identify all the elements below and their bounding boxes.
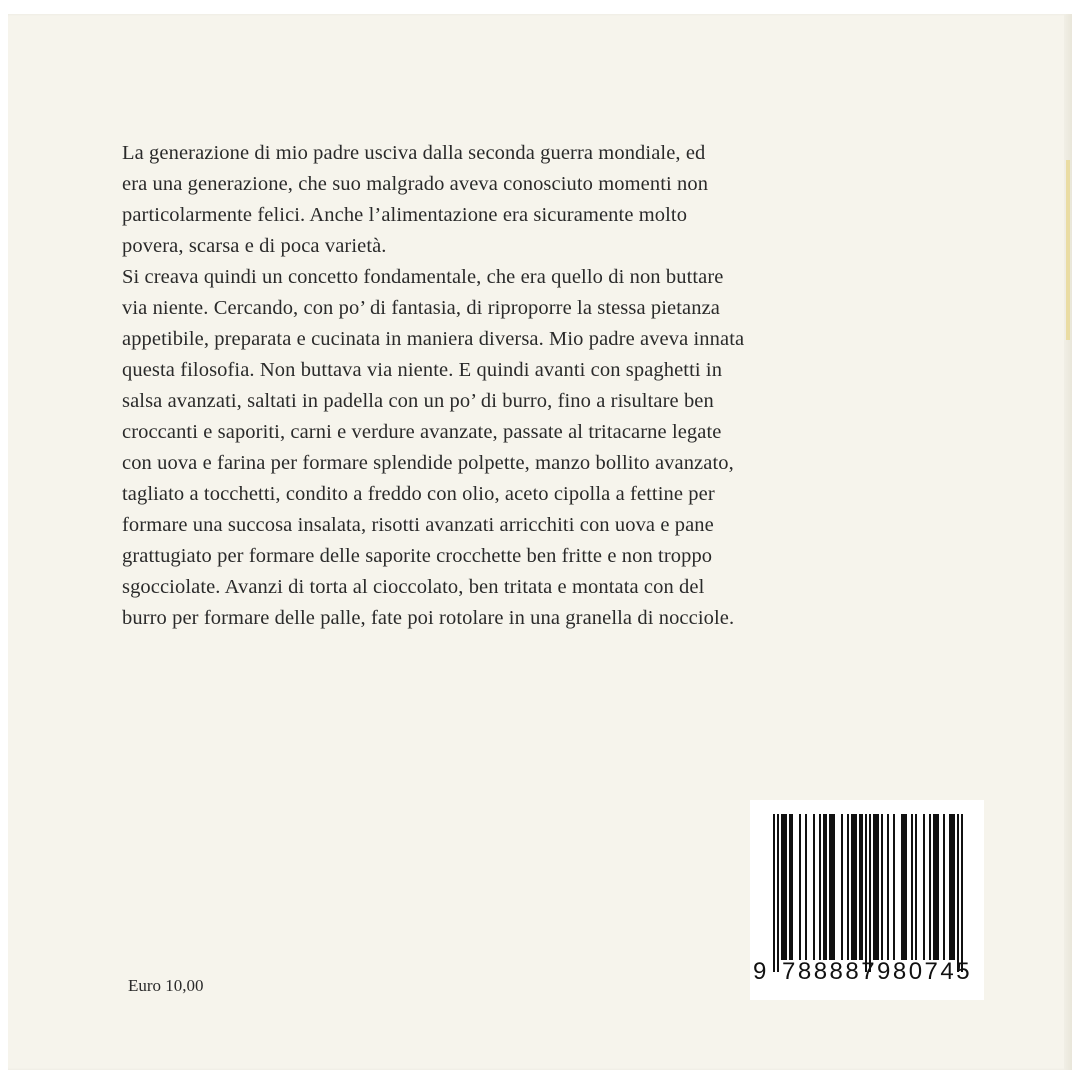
barcode-bar <box>829 814 831 960</box>
barcode-bar <box>875 814 877 960</box>
blurb-line: povera, scarsa e di poca varietà. <box>122 235 387 257</box>
blurb-line: grattugiato per formare delle saporite crocchette ben fritte e non troppo <box>122 545 713 567</box>
barcode-bar <box>943 814 945 960</box>
barcode-bar <box>825 814 827 960</box>
blurb-line: questa filosofia. Non buttava via niente. E quindi avanti con spaghetti in <box>122 359 723 381</box>
barcode-bar <box>799 814 801 960</box>
barcode-bar <box>823 814 825 960</box>
blurb-line: croccanti e saporiti, carni e verdure avanzate, passate al tritacarne legate <box>122 421 722 443</box>
barcode-bar <box>831 814 833 960</box>
barcode-bar <box>869 814 871 972</box>
barcode-bar <box>911 814 913 960</box>
barcode-bar <box>783 814 785 960</box>
barcode-bar <box>773 814 775 972</box>
blurb-text <box>122 138 852 634</box>
barcode-bar <box>841 814 843 960</box>
price-label: Euro 10,00 <box>128 976 204 995</box>
barcode-bar <box>901 814 903 960</box>
blurb-line: via niente. Cercando, con po’ di fantasia, di riproporre la stessa pietanza <box>122 297 720 319</box>
barcode-bar <box>813 814 815 960</box>
barcode-bar <box>893 814 895 960</box>
blurb-line: particolarmente felici. Anche l’alimentazione era sicuramente molto <box>122 204 688 226</box>
blurb-line: era una generazione, che suo malgrado aveva conosciuto momenti non <box>122 173 709 195</box>
barcode-bar <box>847 814 849 960</box>
barcode-bar <box>949 814 951 960</box>
barcode-bar <box>887 814 889 960</box>
isbn-barcode <box>750 800 984 1000</box>
barcode-bar <box>933 814 935 960</box>
barcode-bar <box>791 814 793 960</box>
barcode-bar <box>785 814 787 960</box>
barcode-bar <box>819 814 821 960</box>
barcode-bar <box>777 814 779 972</box>
barcode-bar <box>953 814 955 960</box>
barcode-bars-graphic <box>770 814 966 974</box>
blurb-line: Si creava quindi un concetto fondamentale, che era quello di non buttare <box>122 266 724 288</box>
barcode-bar <box>905 814 907 960</box>
barcode-bar <box>865 814 867 972</box>
barcode-right-group: 980745 <box>877 958 973 985</box>
blurb-line: La generazione di mio padre usciva dalla seconda guerra mondiale, ed <box>122 142 706 164</box>
book-back-cover <box>8 14 1072 1070</box>
barcode-bar <box>915 814 917 960</box>
blurb-line: salsa avanzati, saltati in padella con un po’ di burro, fino a risultare ben <box>122 390 714 412</box>
blurb-line: formare una succosa insalata, risotti avanzati arricchiti con uova e pane <box>122 514 714 536</box>
barcode-bar <box>923 814 925 960</box>
barcode-bar <box>929 814 931 960</box>
barcode-bar <box>855 814 857 960</box>
spine-accent-stripe <box>1066 160 1070 340</box>
blurb-line: sgocciolate. Avanzi di torta al cioccolato, ben tritata e montata con del <box>122 576 705 598</box>
barcode-bar <box>951 814 953 960</box>
blurb-line: tagliato a tocchetti, condito a freddo con olio, aceto cipolla a fettine per <box>122 483 715 505</box>
blurb-line: con uova e farina per formare splendide polpette, manzo bollito avanzato, <box>122 452 734 474</box>
blurb-line: appetibile, preparata e cucinata in maniera diversa. Mio padre aveva innata <box>122 328 745 350</box>
barcode-bar <box>873 814 875 960</box>
barcode-bar <box>881 814 883 960</box>
barcode-bar <box>833 814 835 960</box>
barcode-bar <box>937 814 939 960</box>
barcode-bar <box>903 814 905 960</box>
barcode-first-digit: 9 <box>753 958 767 985</box>
barcode-bar <box>961 814 963 972</box>
barcode-left-group: 788887 <box>782 958 878 985</box>
barcode-bar <box>805 814 807 960</box>
barcode-bar <box>789 814 791 960</box>
barcode-bar <box>859 814 861 960</box>
barcode-bar <box>877 814 879 960</box>
barcode-bar <box>861 814 863 960</box>
barcode-bar <box>853 814 855 960</box>
barcode-bar <box>781 814 783 960</box>
barcode-bar <box>935 814 937 960</box>
blurb-line: burro per formare delle palle, fate poi rotolare in una granella di nocciole. <box>122 607 735 629</box>
barcode-bar <box>957 814 959 972</box>
barcode-bar <box>851 814 853 960</box>
